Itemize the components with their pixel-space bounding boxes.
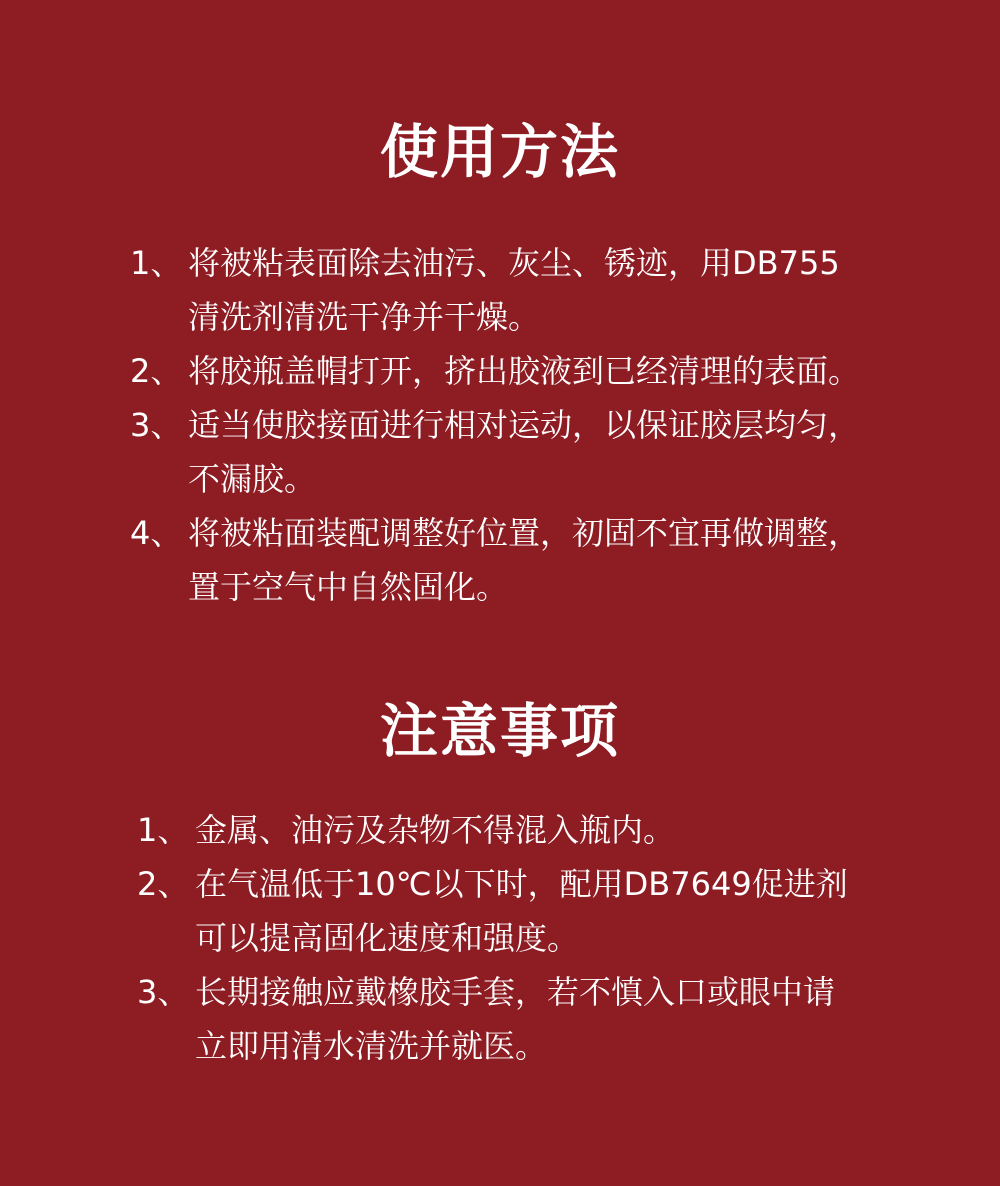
item-text	[188, 236, 930, 344]
item-number: 2、	[130, 352, 183, 390]
item-number: 2、	[137, 865, 190, 903]
list-item	[130, 398, 930, 506]
item-text	[188, 398, 930, 506]
item-text	[188, 506, 930, 614]
item-text-line: 将被粘表面除去油污、灰尘、锈迹，用DB755	[188, 244, 840, 282]
item-number: 1、	[130, 244, 183, 282]
item-number: 1、	[137, 811, 190, 849]
list-item	[137, 857, 897, 965]
list-item	[130, 506, 930, 614]
item-text-line: 将胶瓶盖帽打开，挤出胶液到已经清理的表面。	[188, 352, 861, 390]
item-text-line: 长期接触应戴橡胶手套，若不慎入口或眼中请	[195, 973, 836, 1011]
item-text-line: 可以提高固化速度和强度。	[195, 919, 580, 957]
item-text	[195, 857, 897, 965]
item-text	[195, 803, 897, 857]
list-item	[137, 803, 897, 857]
item-text	[195, 965, 897, 1073]
item-text-line: 在气温低于10℃以下时，配用DB7649促进剂	[195, 865, 848, 903]
list-item	[137, 965, 897, 1073]
item-text	[188, 344, 930, 398]
item-text-line: 立即用清水清洗并就医。	[195, 1027, 548, 1065]
item-text-line: 将被粘面装配调整好位置，初固不宜再做调整，	[188, 514, 861, 552]
usage-section-title: 使用方法	[379, 118, 620, 186]
usage-instructions-list	[130, 236, 930, 614]
item-text-line: 不漏胶。	[188, 460, 317, 498]
item-number: 3、	[130, 406, 183, 444]
list-item	[130, 344, 930, 398]
item-text-line: 置于空气中自然固化。	[188, 568, 509, 606]
notes-section-title: 注意事项	[379, 697, 620, 765]
item-text-line: 清洗剂清洗干净并干燥。	[188, 298, 541, 336]
item-text-line: 适当使胶接面进行相对运动，以保证胶层均匀，	[188, 406, 861, 444]
list-item	[130, 236, 930, 344]
precautions-list	[137, 803, 897, 1073]
item-number: 3、	[137, 973, 190, 1011]
item-text-line: 金属、油污及杂物不得混入瓶内。	[195, 811, 676, 849]
item-number: 4、	[130, 514, 183, 552]
